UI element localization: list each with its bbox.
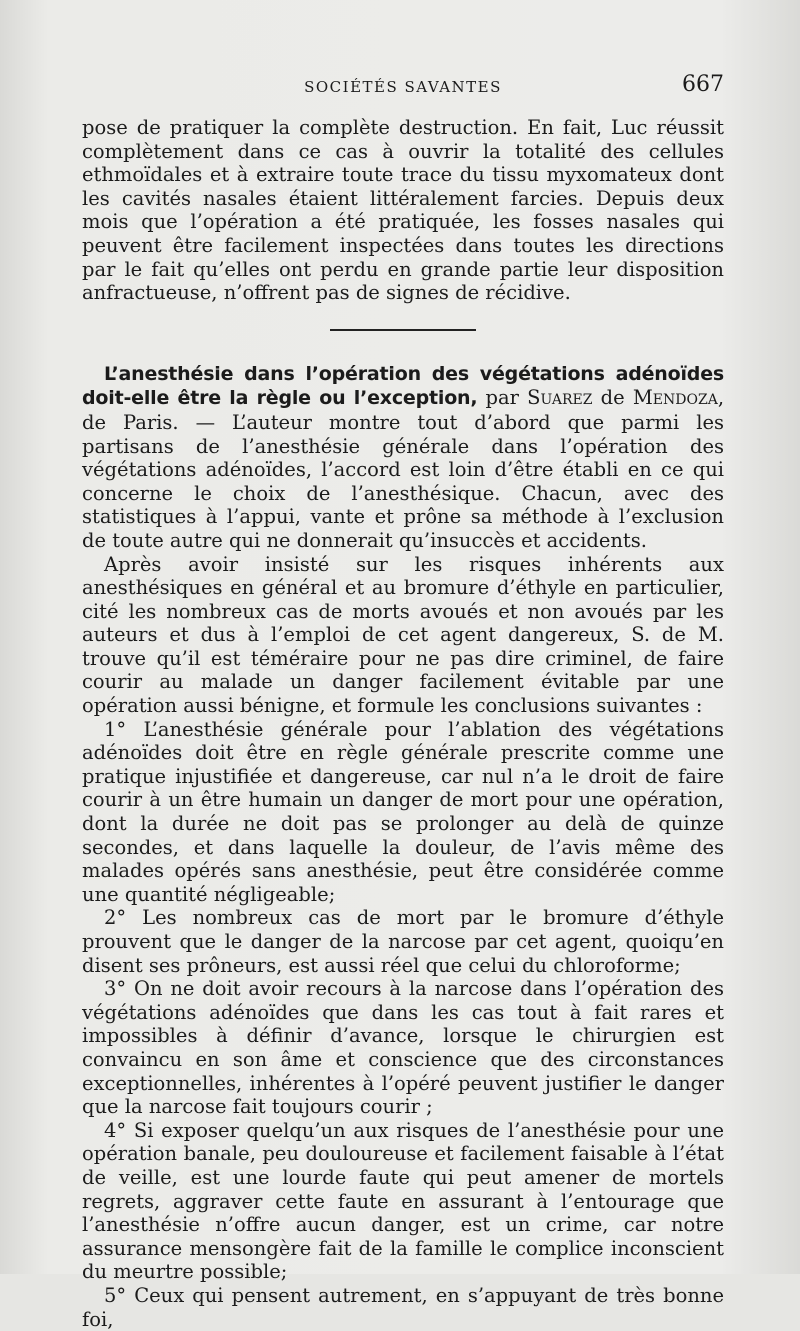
intro-paragraph: pose de pratiquer la complète destruction. En fait, Luc réussit complètement dans ce cas à ouvrir la totalité des cellules ethmoïdales et à extraire toute trace du tissu myxomateux dont les cavités nasales étaient littéralement farcies. Depuis deux mois que l’opération a été pratiquée, les fosses nasales qui peuvent être facilement inspectées dans toutes les directions par le fait qu’elles ont perdu en grande partie leur disposition anfractueuse, n’offrent pas de signes de récidive.: [82, 116, 724, 305]
author-last: Mendoza: [632, 386, 718, 410]
article-lead-paragraph: [82, 362, 724, 553]
section-divider: [330, 329, 476, 331]
author-first: Suarez: [527, 386, 593, 410]
conclusion-item: 3° On ne doit avoir recours à la narcose dans l’opération des végétations adénoïdes que dans les cas tout à fait rares et impossibles à définir d’avance, lorsque le chirurgien est convaincu en son âme et conscience que des circonstances exceptionnelles, inhérentes à l’opéré peuvent justifier le danger que la narcose fait toujours courir ;: [82, 977, 724, 1119]
byline-de: de: [592, 386, 633, 410]
page-number: 667: [682, 72, 724, 97]
conclusion-item: 2° Les nombreux cas de mort par le bromure d’éthyle prouvent que le danger de la narcose par cet agent, quoiqu’en disent ses prôneurs, est aussi réel que celui du chloroforme;: [82, 906, 724, 977]
byline-by: par: [477, 386, 528, 410]
author-location: , de Paris.: [82, 386, 725, 434]
running-head: SOCIÉTÉS SAVANTES: [304, 78, 502, 96]
conclusion-item: 4° Si exposer quelqu’un aux risques de l’anesthésie pour une opération banale, peu douloureuse et facilement faisable à l’état de veille, est une lourde faute qui peut amener de mortels regrets, aggraver cette faute en assurant à l’entourage que l’anesthésie n’offre aucun danger, est un crime, car notre assurance mensongère fait de la famille le complice inconscient du meurtre possible;: [82, 1118, 724, 1284]
article-summary: — L’auteur montre tout d’abord que parmi les partisans de l’anesthésie générale dans l’opération des végétations adénoïdes, l’accord est loin d’être établi en ce qui concerne le choix de l’anesthésique. Chacun, avec des statistiques à l’appui, vante et prône sa méthode à l’exclusion de toute autre qui ne donnerait qu’insuccès et accidents.: [82, 410, 724, 552]
body-text: [82, 116, 724, 1331]
article-title: L’anesthésie dans l’opération des végétations adénoïdes doit-elle être la règle ou l’exception,: [82, 362, 724, 410]
conclusion-item: 1° L’anesthésie générale pour l’ablation des végétations adénoïdes doit être en règle générale prescrite comme une pratique injustifiée et dangereuse, car nul n’a le droit de faire courir à un être humain un danger de mort pour une opération, dont la durée ne doit pas se prolonger au delà de quinze secondes, et dans laquelle la douleur, de l’avis même des malades opérés sans anesthésie, peut être considérée comme une quantité négligeable;: [82, 717, 724, 906]
conclusion-item: 5° Ceux qui pensent autrement, en s’appuyant de très bonne foi,: [82, 1283, 724, 1331]
article-paragraph-2: Après avoir insisté sur les risques inhérents aux anesthésiques en général et au bromure d’éthyle en particulier, cité les nombreux cas de morts avoués et non avoués par les auteurs et dus à l’emploi de cet agent dangereux, S. de M. trouve qu’il est téméraire pour ne pas dire criminel, de faire courir au malade un danger facilement évitable par une opération aussi bénigne, et formule les conclusions suivantes :: [82, 552, 724, 718]
page-header: [82, 72, 724, 102]
